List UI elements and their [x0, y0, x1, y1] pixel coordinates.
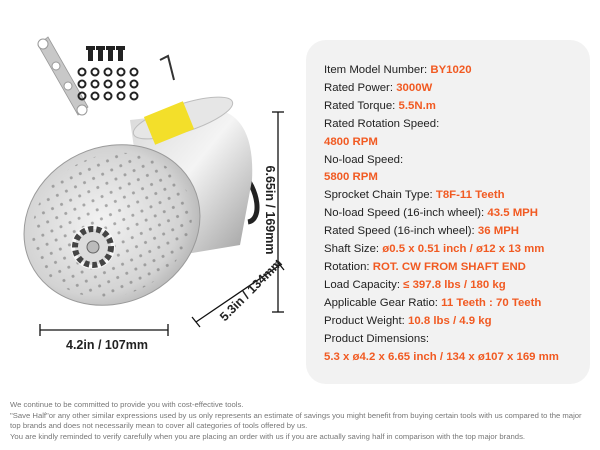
bolts-icon	[86, 46, 125, 61]
spec-value: ≤ 397.8 lbs / 180 kg	[403, 278, 506, 291]
spec-row	[324, 80, 594, 98]
spec-label: Applicable Gear Ratio:	[324, 296, 442, 309]
spec-value: 3000W	[396, 81, 433, 94]
spec-label: Item Model Number:	[324, 64, 431, 76]
spec-row	[324, 241, 594, 259]
disclaimer-line: We continue to be committed to provide you with cost-effective tools.	[10, 400, 244, 409]
spec-row	[324, 205, 594, 223]
spec-row	[324, 62, 594, 80]
spec-label: Rotation:	[324, 260, 373, 273]
spec-label: Product Weight:	[324, 314, 408, 327]
spec-label: Sprocket Chain Type:	[324, 189, 436, 202]
spec-row	[324, 277, 594, 295]
spec-label: Product Dimensions:	[324, 332, 430, 345]
spec-value: 4800 RPM	[324, 135, 378, 148]
spec-value: T8F-11 Teeth	[435, 189, 505, 202]
spec-value: 5.5N.m	[398, 99, 436, 112]
disclaimer-line: You are kindly reminded to verify carefully when you are placing an order with us if you are actually saving half in comparison with the top major brands.	[10, 431, 526, 441]
spec-label: Rated Rotation Speed:	[324, 117, 440, 130]
sprocket-icon	[71, 225, 115, 269]
disclaimer	[10, 400, 595, 442]
spec-label: Shaft Size:	[324, 243, 383, 256]
spec-value: ROT. CW FROM SHAFT END	[372, 260, 526, 273]
spec-row	[324, 331, 594, 367]
spec-label: No-load Speed (16-inch wheel):	[324, 207, 488, 220]
spec-label: Load Capacity:	[324, 278, 404, 291]
spec-value: 10.8 lbs / 4.9 kg	[408, 314, 492, 327]
spec-label: Rated Power:	[324, 81, 397, 94]
spec-label: No-load Speed:	[324, 153, 404, 166]
spec-row	[324, 152, 594, 188]
spec-row	[324, 259, 594, 277]
spec-value: 5.3 x ø4.2 x 6.65 inch / 134 x ø107 x 169 mm	[324, 350, 559, 363]
spec-value: 5800 RPM	[324, 171, 378, 184]
depth-dimension-label: 5.3in / 134mm	[217, 256, 285, 324]
width-dimension-label: 4.2in / 107mm	[66, 338, 148, 352]
disclaimer-line: "Save Half"or any other similar expressions used by us only represents an estimate of savings you might benefit from buying certain tools with us compared to the major	[10, 410, 582, 420]
spec-label: Rated Torque:	[324, 99, 399, 112]
disclaimer-line: top brands and does not necessarily mean to cover all categories of tools offered by us.	[10, 421, 308, 431]
spec-row	[324, 116, 594, 152]
allen-key-icon	[160, 56, 174, 80]
height-dimension-label: 6.65in / 169mm	[263, 165, 277, 255]
spec-list	[324, 62, 594, 366]
spec-value: 36 MPH	[477, 225, 520, 238]
spec-label: Rated Speed (16-inch wheel):	[324, 225, 478, 238]
spec-value: 43.5 MPH	[487, 207, 539, 220]
spec-row	[324, 223, 594, 241]
spec-row	[324, 295, 594, 313]
spec-row	[324, 313, 594, 331]
spec-value: BY1020	[430, 64, 472, 76]
spec-row	[324, 187, 594, 205]
washers-icon	[79, 69, 138, 100]
spec-row	[324, 98, 594, 116]
spec-value: 11 Teeth : 70 Teeth	[441, 296, 542, 309]
spec-value: ø0.5 x 0.51 inch / ø12 x 13 mm	[382, 243, 545, 256]
